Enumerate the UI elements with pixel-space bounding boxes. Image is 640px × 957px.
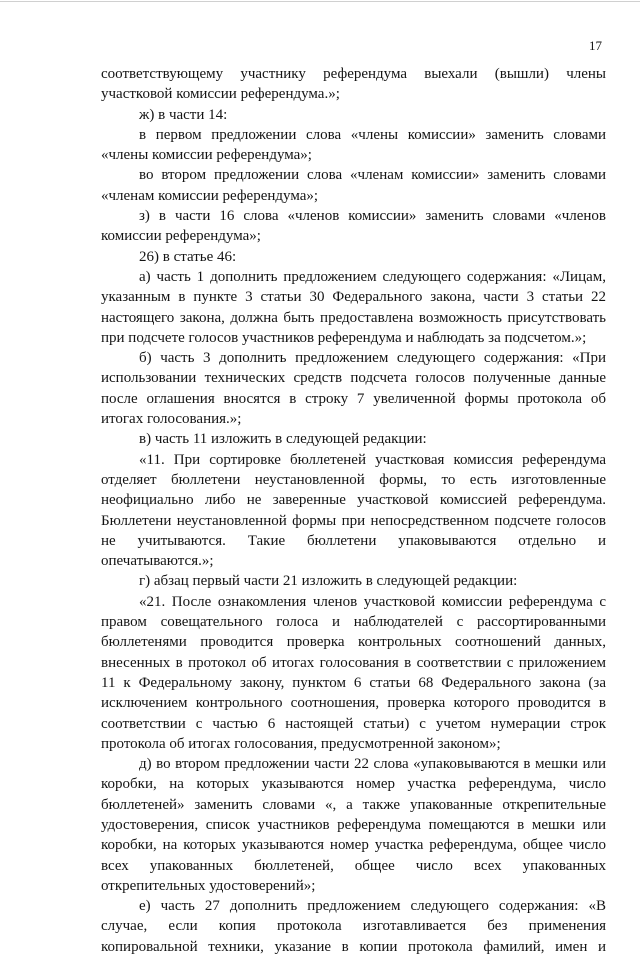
text-line: указанным в пункте 3 статьи 30 Федерального закона, части 3 статьи 22	[101, 289, 606, 306]
page-number: 17	[589, 38, 602, 53]
text-line: не учитываются. Такие бюллетени упаковываются отдельно и	[101, 532, 606, 549]
text-line: использовании технических средств подсчета голосов полученные данные	[101, 370, 606, 387]
text-line: открепительных удостоверений»;	[101, 877, 316, 894]
text-line: з) в части 16 слова «членов комиссии» заменить словами «членов	[139, 208, 606, 225]
text-line: опечатываются.»;	[101, 553, 214, 570]
text-line: внесенных в протокол об итогах голосования в соответствии с приложением	[101, 654, 606, 671]
text-line: соответствующему участнику референдума выехали (вышли) члены	[101, 66, 606, 82]
text-line: бюллетеней» заменить словами «, а также упакованные открепительные	[101, 796, 606, 813]
text-line: д) во втором предложении части 22 слова «упаковываются в мешки или	[139, 756, 606, 773]
text-line: бюллетенями проводится проверка контрольных соотношений данных,	[101, 634, 606, 651]
text-line: во втором предложении слова «членам комиссии» заменить словами	[139, 167, 606, 184]
text-line: соответствии с частью 6 настоящей статьи) с учетом нумерации строк	[101, 715, 606, 732]
text-line: протокола об итогах голосования, предусмотренной законом»;	[101, 735, 501, 752]
text-line: ж) в части 14:	[139, 106, 228, 123]
text-line: правом совещательного голоса и наблюдателей с рассортированными	[101, 614, 606, 631]
text-line: всех упакованных бюллетеней, общее число всех упакованных	[101, 857, 606, 874]
text-line: в первом предложении слова «члены комиссии» заменить словами	[139, 126, 606, 143]
text-line: коробки, на которых указываются номер участка референдума, общее число	[101, 837, 606, 854]
text-line: е) часть 27 дополнить предложением следующего содержания: «В	[139, 898, 606, 915]
text-line: при подсчете голосов участников референдума и наблюдать за подсчетом.»;	[101, 329, 587, 346]
text-line: случае, если копия протокола изготавливается без применения	[101, 918, 606, 935]
text-line: настоящего закона, должна быть предоставлена возможность присутствовать	[101, 309, 606, 326]
text-line: а) часть 1 дополнить предложением следующего содержания: «Лицам,	[139, 268, 606, 285]
text-line: коробки, на которых указываются номер участка референдума, число	[101, 776, 606, 793]
text-line: в) часть 11 изложить в следующей редакции:	[139, 431, 427, 448]
text-line: Бюллетени неустановленной формы при непосредственном подсчете голосов	[101, 512, 606, 529]
text-line: комиссии референдума»;	[101, 228, 261, 245]
text-line: после оглашения вносятся в строку 7 увеличенной формы протокола об	[101, 390, 606, 407]
text-line: 11 к Федеральному закону, пунктом 6 статьи 68 Федерального закона (за	[101, 674, 606, 691]
text-line: «члены комиссии референдума»;	[101, 147, 312, 164]
text-line: «членам комиссии референдума»;	[101, 187, 319, 204]
text-line: исключением контрольного соотношения, проверка которого проводится в	[101, 695, 606, 712]
text-line: «21. После ознакомления членов участковой комиссии референдума с	[139, 593, 606, 610]
text-line: 26) в статье 46:	[139, 248, 237, 265]
text-line: копировальной техники, указание в копии протокола фамилий, имен и	[101, 938, 606, 955]
text-line: «11. При сортировке бюллетеней участковая комиссия референдума	[139, 451, 606, 468]
document-body	[101, 64, 606, 957]
text-line: г) абзац первый части 21 изложить в следующей редакции:	[139, 573, 518, 590]
text-line: участковой комиссии референдума.»;	[101, 86, 340, 103]
text-line: итогах голосования.»;	[101, 411, 242, 428]
text-line: б) часть 3 дополнить предложением следующего содержания: «При	[139, 350, 606, 367]
text-line: удостоверения, список участников референдума помещаются в мешки или	[101, 816, 606, 833]
text-line: неофициально либо не заверенные участковой комиссией референдума.	[101, 492, 606, 509]
page-top-edge	[0, 1, 640, 2]
text-line: отделяет бюллетени неустановленной формы, то есть изготовленные	[101, 471, 606, 488]
